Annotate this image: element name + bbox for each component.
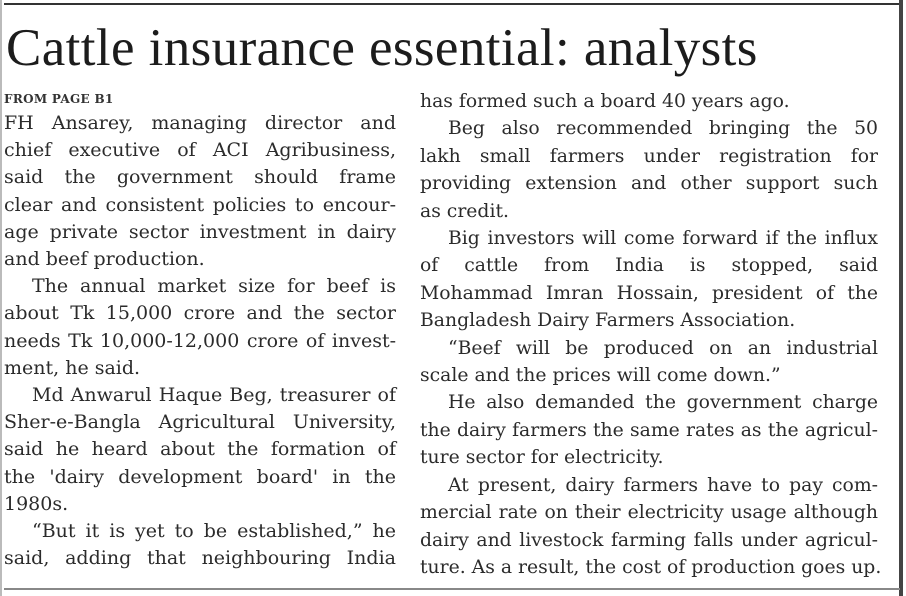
- text-line: “Beef will be produced on an industrial: [448, 337, 878, 359]
- right-column-text: [420, 88, 882, 581]
- top-rule: [4, 3, 902, 5]
- text-line: FH Ansarey, managing director and: [4, 112, 396, 134]
- text-line: scale and the prices will come down.”: [420, 365, 781, 387]
- text-line: lakh small farmers under registration for: [420, 145, 878, 167]
- text-line: the dairy farmers the same rates as the agricul-: [420, 419, 878, 441]
- text-line: Bangladesh Dairy Farmers Association.: [420, 310, 796, 332]
- text-line: “But it is yet to be established,” he: [32, 520, 396, 543]
- text-line: The annual market size for beef is: [32, 275, 396, 298]
- text-line: as credit.: [420, 200, 509, 222]
- text-line: about Tk 15,000 crore and the sector: [4, 302, 396, 325]
- text-line: the 'dairy development board' in the: [4, 465, 396, 488]
- text-line: chief executive of ACI Agribusiness,: [4, 139, 396, 162]
- left-border: [0, 0, 2, 596]
- text-line: ment, he said.: [4, 356, 141, 379]
- headline: Cattle insurance essential: analysts: [6, 19, 758, 77]
- text-line: clear and consistent policies to encour-: [4, 193, 396, 216]
- text-line: mercial rate on their electricity usage although: [420, 502, 878, 524]
- text-line: Sher-e-Bangla Agricultural University,: [4, 411, 396, 434]
- text-line: and beef production.: [4, 248, 205, 271]
- left-column-text: [4, 110, 396, 572]
- text-line: has formed such a board 40 years ago.: [420, 91, 790, 112]
- text-line: Mohammad Imran Hossain, president of the: [420, 282, 878, 304]
- text-line: age private sector investment in dairy: [4, 220, 396, 243]
- article-column-left: [4, 88, 396, 572]
- text-line: said, adding that neighbouring India: [4, 547, 396, 570]
- bottom-rule: [4, 588, 900, 590]
- text-line: Big investors will come forward if the influx: [448, 228, 878, 250]
- text-line: dairy and livestock farming falls under agricul-: [420, 529, 878, 551]
- text-line: Beg also recommended bringing the 50: [448, 118, 878, 140]
- text-line: providing extension and other support such: [420, 173, 878, 195]
- text-line: needs Tk 10,000-12,000 crore of invest-: [4, 329, 396, 352]
- text-line: At present, dairy farmers have to pay com-: [448, 474, 878, 496]
- text-line: said he heard about the formation of: [4, 438, 396, 461]
- kicker: FROM PAGE B1: [4, 92, 114, 106]
- text-line: ture. As a result, the cost of production goes up.: [420, 556, 882, 578]
- right-border: [899, 0, 903, 596]
- text-line: Md Anwarul Haque Beg, treasurer of: [32, 384, 396, 407]
- text-line: 1980s.: [4, 492, 69, 515]
- article-column-right: [420, 88, 882, 581]
- text-line: said the government should frame: [4, 166, 396, 189]
- text-line: ture sector for electricity.: [420, 447, 664, 469]
- text-line: of cattle from India is stopped, said: [420, 255, 878, 277]
- text-line: He also demanded the government charge: [448, 392, 878, 414]
